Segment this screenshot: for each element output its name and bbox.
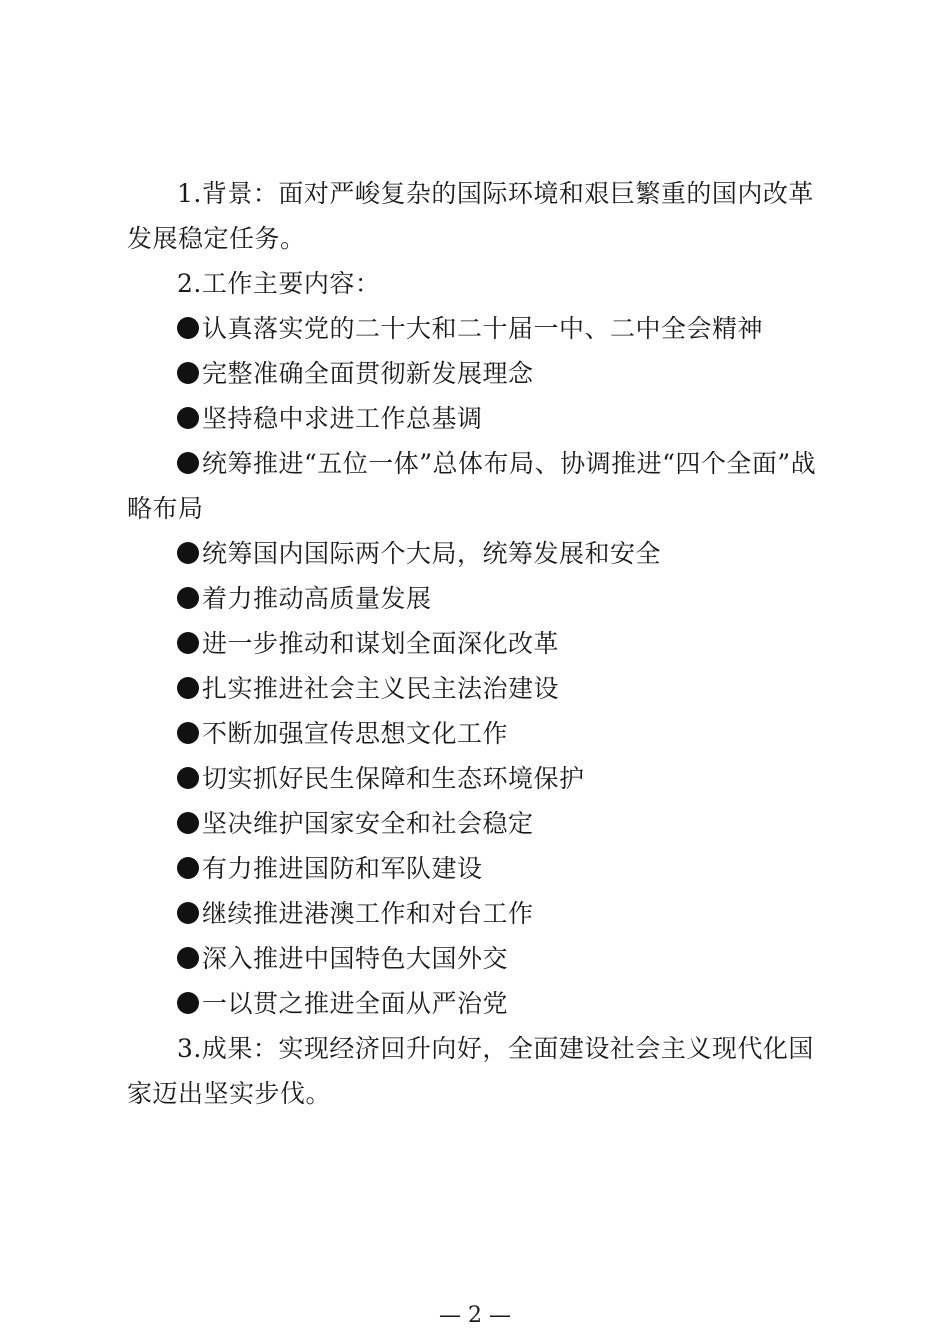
work-heading [127, 261, 827, 306]
background-label: 1.背景： [177, 179, 279, 208]
list-item [127, 891, 827, 936]
list-item [127, 666, 827, 711]
list-item-text: 完整准确全面贯彻新发展理念 [202, 359, 534, 388]
bullet-icon [177, 857, 199, 879]
list-item [127, 351, 827, 396]
list-item [127, 846, 827, 891]
list-item [127, 576, 827, 621]
list-item-text: 扎实推进社会主义民主法治建设 [202, 674, 560, 703]
list-item-text: 继续推进港澳工作和对台工作 [202, 899, 534, 928]
list-item-text: 不断加强宣传思想文化工作 [202, 719, 509, 748]
background-paragraph [127, 171, 827, 261]
list-item-text: 认真落实党的二十大和二十届一中、二中全会精神 [202, 314, 764, 343]
list-item-text: 着力推动高质量发展 [202, 584, 432, 613]
bullet-icon [177, 632, 199, 654]
bullet-icon [177, 722, 199, 744]
result-label: 3.成果： [177, 1034, 279, 1063]
page-number: — 2 — [439, 1303, 511, 1328]
result-paragraph [127, 1026, 827, 1116]
list-item [127, 981, 827, 1026]
list-item-text: 进一步推动和谋划全面深化改革 [202, 629, 560, 658]
list-item [127, 441, 827, 531]
list-item-text: 深入推进中国特色大国外交 [202, 944, 509, 973]
bullet-icon [177, 542, 199, 564]
bullet-icon [177, 677, 199, 699]
list-item-text: 一以贯之推进全面从严治党 [202, 989, 509, 1018]
list-item-text: 有力推进国防和军队建设 [202, 854, 483, 883]
work-label: 2.工作主要内容： [177, 269, 381, 298]
list-item-text: 统筹国内国际两个大局，统筹发展和安全 [202, 539, 662, 568]
bullet-icon [177, 407, 199, 429]
bullet-icon [177, 767, 199, 789]
list-item [127, 531, 827, 576]
bullet-icon [177, 587, 199, 609]
document-body [127, 171, 827, 1116]
bullet-icon [177, 362, 199, 384]
list-item [127, 711, 827, 756]
list-item-text: 坚决维护国家安全和社会稳定 [202, 809, 534, 838]
bullet-icon [177, 812, 199, 834]
list-item-text: 切实抓好民生保障和生态环境保护 [202, 764, 585, 793]
bullet-icon [177, 992, 199, 1014]
list-item [127, 396, 827, 441]
list-item [127, 306, 827, 351]
result-text: 实现经济回升向好，全面建设社会主义现代化国家迈出坚实步伐。 [127, 1034, 814, 1108]
list-item [127, 801, 827, 846]
bullet-icon [177, 947, 199, 969]
bullet-icon [177, 902, 199, 924]
list-item [127, 621, 827, 666]
background-text: 面对严峻复杂的国际环境和艰巨繁重的国内改革发展稳定任务。 [127, 179, 814, 253]
list-item [127, 756, 827, 801]
bullet-icon [177, 317, 199, 339]
bullet-icon [177, 452, 199, 474]
list-item-text: 统筹推进“五位一体”总体布局、协调推进“四个全面”战略布局 [127, 449, 817, 523]
work-item-list [127, 306, 827, 1026]
list-item [127, 936, 827, 981]
list-item-text: 坚持稳中求进工作总基调 [202, 404, 483, 433]
